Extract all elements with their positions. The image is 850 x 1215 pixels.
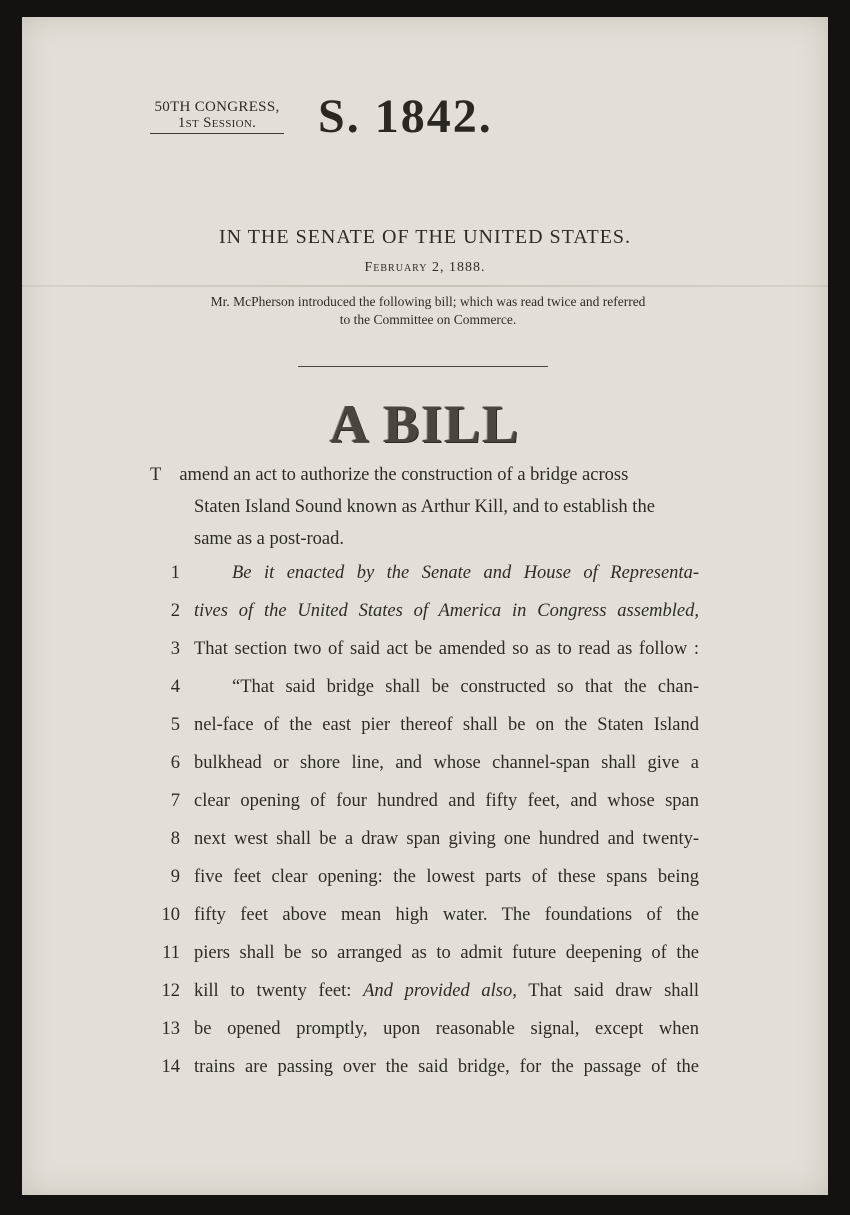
title-line: amend an act to authorize the construction of a bridge across (179, 465, 629, 485)
line-text-segment: kill to twenty feet: (194, 981, 352, 1001)
title-line: same as a post-road. (194, 529, 345, 549)
line-number: 12 (161, 981, 180, 1001)
bill-line (22, 858, 828, 896)
line-text: next west shall be a draw span giving one hundred and twenty- (194, 829, 699, 849)
session-rule (150, 133, 284, 134)
line-number: 5 (170, 715, 180, 735)
bill-line (22, 1048, 828, 1086)
line-number: 11 (162, 943, 180, 963)
line-text: piers shall be so arranged as to admit future deepening of the (194, 943, 699, 963)
bill-line (22, 668, 828, 706)
line-number: 3 (170, 639, 180, 659)
line-text: nel-face of the east pier thereof shall be on the Staten Island (194, 715, 699, 735)
bill-line (22, 934, 828, 972)
line-text-italic: And provided also, (363, 981, 517, 1001)
bill-line (22, 744, 828, 782)
introduction-line: to the Committee on Commerce. (339, 312, 517, 327)
title-initial: T (150, 465, 162, 485)
bill-line (22, 706, 828, 744)
line-text: bulkhead or shore line, and whose channel-span shall give a (194, 753, 699, 773)
line-number: 7 (170, 791, 180, 811)
bill-line (22, 1010, 828, 1048)
line-text: fifty feet above mean high water. The foundations of the (194, 905, 699, 925)
line-number: 9 (170, 867, 180, 887)
bill-line (22, 592, 828, 630)
bill-heading: A BILL (329, 394, 521, 454)
bill-line (22, 554, 828, 592)
line-number: 4 (170, 677, 180, 697)
line-text (194, 972, 699, 1010)
introduction (132, 293, 724, 329)
line-text: be opened promptly, upon reasonable signal, except when (194, 1019, 699, 1039)
bill-number: S. 1842. (318, 90, 493, 143)
line-text: clear opening of four hundred and fifty feet, and whose span (194, 791, 699, 811)
introduction-line: Mr. McPherson introduced the following bill; which was read twice and referred (210, 294, 646, 309)
bill-line (22, 820, 828, 858)
document-page (22, 17, 828, 1195)
line-text: Be it enacted by the Senate and House of Representa- (232, 563, 699, 583)
title-line: Staten Island Sound known as Arthur Kill, and to establish the (194, 497, 655, 517)
line-number: 10 (161, 905, 180, 925)
section-divider (298, 366, 548, 367)
paper-fold (22, 285, 828, 287)
congress-label: 50TH CONGRESS, (154, 99, 280, 115)
congress-session (150, 99, 284, 131)
line-number: 6 (170, 753, 180, 773)
line-number: 13 (161, 1019, 180, 1039)
bill-line (22, 782, 828, 820)
bill-line (22, 630, 828, 668)
line-number: 2 (170, 601, 180, 621)
line-text: That section two of said act be amended so as to read as follow : (194, 639, 699, 659)
line-text: “That said bridge shall be constructed so that the chan- (232, 677, 699, 697)
line-text: tives of the United States of America in Congress assembled, (194, 601, 699, 621)
line-text: five feet clear opening: the lowest parts of these spans being (194, 867, 699, 887)
chamber-heading: IN THE SENATE OF THE UNITED STATES. (218, 226, 632, 248)
session-label: 1st Session. (177, 115, 257, 131)
line-number: 8 (170, 829, 180, 849)
line-text: trains are passing over the said bridge, for the passage of the (194, 1057, 699, 1077)
line-number: 1 (170, 563, 180, 583)
bill-date: February 2, 1888. (364, 260, 486, 275)
bill-line (22, 972, 828, 1010)
line-number: 14 (161, 1057, 180, 1077)
bill-line (22, 896, 828, 934)
bill-title (150, 459, 700, 555)
line-text-segment: That said draw shall (528, 981, 700, 1001)
